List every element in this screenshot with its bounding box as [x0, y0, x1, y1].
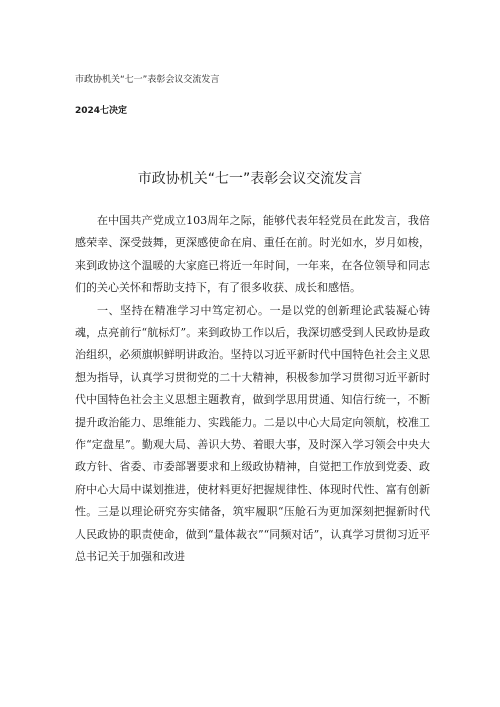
document-body — [75, 210, 430, 569]
header-date: 2024七决定 — [75, 106, 128, 116]
paragraph-2: 一、坚持在精准学习中笃定初心。一是以党的创新理论武装凝心铸魂，点亮前行“航标灯”。来到政协工作以后，我深切感受到人民政协是政治组织，必须旗帜鲜明讲政治。坚持以习近平新时代中国特色社会主义思想为指导，认真学习贯彻党的二十大精神，积极参加学习贯彻习近平新时代中国特色社会主义思想主题教育，做到学思用贯通、知信行统一，不断提升政治能力、思维能力、实践能力。二是以中心大局定向领航，校准工作“定盘星”。勤观大局、善识大势、着眼大事，及时深入学习领会中央大政方针、省委、市委部署要求和上级政协精神，自觉把工作放到党委、政府中心大局中谋划推进，使材料更好把握规律性、体现时代性、富有创新性。三是以理论研究夯实储备，筑牢履职“压舱石为更加深刻把握新时代人民政协的职责使命，做到“量体裁衣”“同频对话”，认真学习贯彻习近平总书记关于加强和改进 — [75, 303, 430, 564]
paragraph-1: 在中国共产党成立103周年之际，能够代表年轻党员在此发言，我倍感荣幸、深受鼓舞，更深感使命在肩、重任在前。时光如水，岁月如梭，来到政协这个温暖的大家庭已将近一年时间，一年来，在各位领导和同志们的关心关怀和帮助支持下，有了很多收获、成长和感悟。 — [75, 214, 430, 295]
page-title: 市政协机关“七一”表彰会议交流发言 — [137, 171, 363, 187]
header-title: 市政协机关“七一”表彰会议交流发言 — [75, 75, 220, 85]
